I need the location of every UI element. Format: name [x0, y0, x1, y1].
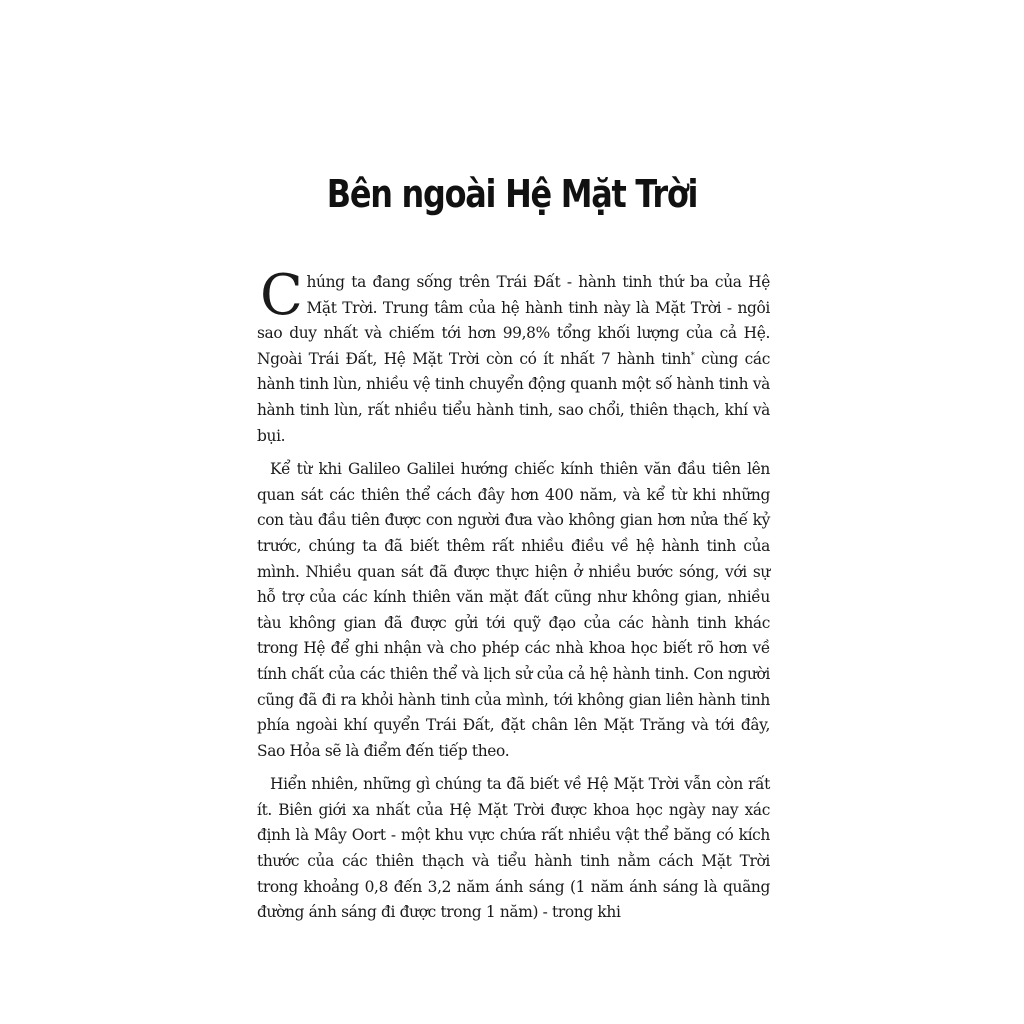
paragraph-3: Hiển nhiên, những gì chúng ta đã biết về Hệ Mặt Trời vẫn còn rất ít. Biên giới xa nhất của Hệ Mặt Trời được khoa học ngày nay xác định là Mây Oort - một khu vực chứa rất nhiều vật thể băng có kích thước của các thiên thạch và tiểu hành tinh nằm cách Mặt Trời trong khoảng 0,8 đến 3,2 năm ánh sáng (1 năm ánh sáng là quãng đường ánh sáng đi được trong 1 năm) - trong khi: [257, 775, 770, 922]
footnote-marker: *: [690, 350, 695, 360]
paragraph-1-text-b: cùng các hành tinh lùn, nhiều vệ tinh chuyển động quanh một số hành tinh và hành tinh lùn, rất nhiều tiểu hành tinh, sao chổi, thiên thạch, khí và bụi.: [257, 349, 771, 445]
paragraph-1-text-a: húng ta đang sống trên Trái Đất - hành tinh thứ ba của Hệ Mặt Trời. Trung tâm của hệ hành tinh này là Mặt Trời - ngôi sao duy nhất và chiếm tới hơn 99,8% tổng khối lượng của cả Hệ. Ngoài Trái Đất, Hệ Mặt Trời còn có ít nhất 7 hành tinh: [257, 273, 770, 368]
chapter-title: Bên ngoài Hệ Mặt Trời: [326, 172, 698, 216]
paragraph-2: Kể từ khi Galileo Galilei hướng chiếc kính thiên văn đầu tiên lên quan sát các thiên thể cách đây hơn 400 năm, và kể từ khi những con tàu đầu tiên được con người đưa vào không gian hơn nửa thế kỷ trước, chúng ta đã biết thêm rất nhiều điều về hệ hành tinh của mình. Nhiều quan sát đã được thực hiện ở nhiều bước sóng, với sự hỗ trợ của các kính thiên văn mặt đất cũng như không gian, nhiều tàu không gian đã được gửi tới quỹ đạo của các hành tinh khác trong Hệ để ghi nhận và cho phép các nhà khoa học biết rõ hơn về tính chất của các thiên thể và lịch sử của cả hệ hành tinh. Con người cũng đã đi ra khỏi hành tinh của mình, tới không gian liên hành tinh phía ngoài khí quyển Trái Đất, đặt chân lên Mặt Trăng và tới đây, Sao Hỏa sẽ là điểm đến tiếp theo.: [257, 460, 770, 760]
drop-cap: C: [260, 263, 303, 328]
paragraph-1: [257, 263, 771, 449]
body-text: [257, 263, 771, 934]
